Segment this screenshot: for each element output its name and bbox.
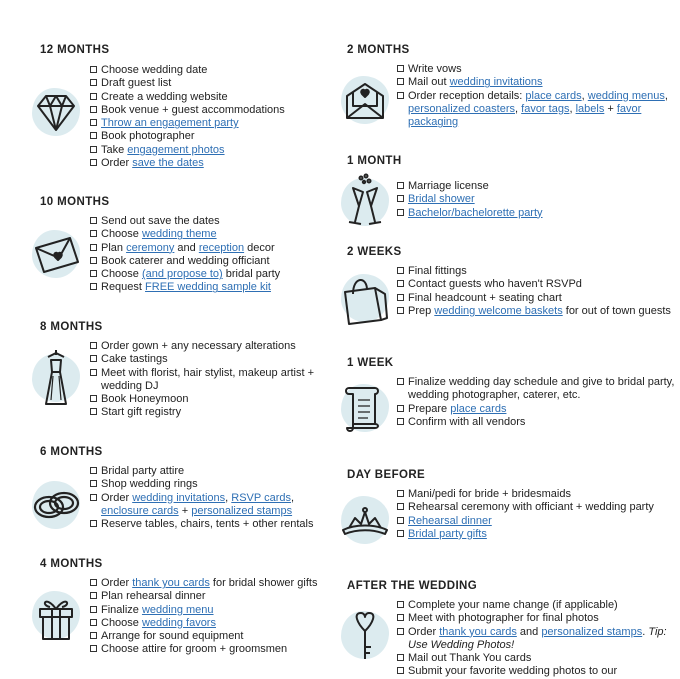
checklist-item <box>397 612 677 625</box>
checkbox[interactable] <box>397 601 404 608</box>
item-link[interactable]: Bachelor/bachelorette party <box>408 206 543 219</box>
checkbox[interactable] <box>397 307 404 314</box>
item-link[interactable]: labels <box>575 102 605 115</box>
checkbox[interactable] <box>90 606 97 613</box>
checkbox[interactable] <box>90 494 97 501</box>
checkbox[interactable] <box>90 66 97 73</box>
checkbox[interactable] <box>90 408 97 415</box>
checkbox[interactable] <box>397 517 404 524</box>
item-text: Marriage license <box>408 180 489 192</box>
checklist-item <box>397 403 677 416</box>
item-text: Request <box>101 281 146 294</box>
checkbox[interactable] <box>90 132 97 139</box>
checklist-item <box>397 305 677 318</box>
item-text: Cake tastings <box>101 353 168 366</box>
checklist <box>397 265 677 318</box>
item-text: Arrange for sound equipment <box>101 630 244 643</box>
item-text: Take <box>101 143 128 156</box>
shopping-bag-icon <box>335 268 395 328</box>
item-text: and <box>174 241 199 254</box>
checkbox[interactable] <box>90 159 97 166</box>
checklist-item <box>397 63 677 76</box>
item-text: Order <box>101 157 133 170</box>
item-link[interactable]: ceremony <box>126 241 175 254</box>
checklist-item <box>397 501 677 514</box>
item-text: Reserve tables, chairs, tents + other rentals <box>101 518 314 531</box>
item-text: Choose attire for groom + groomsmen <box>101 643 288 656</box>
item-link[interactable]: personalized coasters <box>408 102 516 115</box>
item-link[interactable]: personalized stamps <box>541 625 643 638</box>
checklist-item <box>397 652 677 665</box>
item-text: , <box>515 102 522 115</box>
checklist-item <box>90 77 330 90</box>
item-text: Choose <box>101 616 142 629</box>
checkbox[interactable] <box>397 628 404 635</box>
checklist <box>90 215 330 295</box>
item-text: for bridal shower gifts <box>209 577 318 589</box>
checklist-item <box>90 478 330 491</box>
section-heading: 1 MONTH <box>347 155 402 167</box>
item-link[interactable]: wedding invitations <box>449 76 543 89</box>
item-text: Order reception details: <box>408 89 526 102</box>
checklist-item <box>397 665 677 678</box>
checkbox[interactable] <box>90 480 97 487</box>
checklist-item <box>90 518 330 531</box>
checklist-item <box>90 353 330 366</box>
item-text: Rehearsal ceremony with officiant + wedding party <box>408 501 654 514</box>
heart-envelope-icon <box>335 70 395 130</box>
checklist-item <box>397 90 677 130</box>
checklist-item <box>397 528 677 541</box>
checklist-item <box>90 630 330 643</box>
checkbox[interactable] <box>90 395 97 402</box>
item-text: Bridal party attire <box>101 465 185 477</box>
checkbox[interactable] <box>397 65 404 72</box>
item-text: , <box>581 89 588 102</box>
item-text: Mail out <box>408 76 450 89</box>
item-link[interactable]: wedding welcome baskets <box>434 304 563 317</box>
checklist-item <box>90 406 330 419</box>
item-text: + <box>178 504 192 517</box>
checklist-item <box>90 215 330 228</box>
item-text: Confirm with all vendors <box>408 415 526 428</box>
item-text: Plan <box>101 241 127 254</box>
checkbox[interactable] <box>397 654 404 661</box>
item-text: Prep <box>408 304 435 317</box>
checkbox[interactable] <box>397 405 404 412</box>
checklist <box>90 577 330 657</box>
envelope-icon <box>26 224 86 284</box>
section-heading: 8 MONTHS <box>40 321 103 333</box>
item-link[interactable]: place cards <box>450 402 507 415</box>
item-link[interactable]: wedding theme <box>141 228 217 241</box>
checkbox[interactable] <box>90 342 97 349</box>
checkbox[interactable] <box>90 520 97 527</box>
checkbox[interactable] <box>397 182 404 189</box>
item-text: Mail out Thank You cards <box>408 652 532 665</box>
checkbox[interactable] <box>90 619 97 626</box>
checkbox[interactable] <box>90 230 97 237</box>
section-heading: DAY BEFORE <box>347 469 426 481</box>
section-heading: 4 MONTHS <box>40 558 103 570</box>
checkbox[interactable] <box>90 79 97 86</box>
checklist-item <box>90 228 330 241</box>
checklist-item <box>90 492 330 519</box>
item-link[interactable]: RSVP cards <box>231 491 291 504</box>
item-text: Book caterer and wedding officiant <box>101 254 270 267</box>
checklist-item <box>397 292 677 305</box>
checkbox[interactable] <box>90 467 97 474</box>
checklist-item <box>90 340 330 353</box>
item-text: Book photographer <box>101 130 195 143</box>
section-heading: 6 MONTHS <box>40 446 103 458</box>
checklist-item <box>397 626 677 653</box>
section-heading: 1 WEEK <box>347 357 394 369</box>
checkbox[interactable] <box>90 355 97 362</box>
section-heading: 2 MONTHS <box>347 44 410 56</box>
checkbox[interactable] <box>397 280 404 287</box>
item-text: Choose <box>101 268 142 281</box>
item-text: decor <box>244 241 275 254</box>
checklist <box>397 180 677 220</box>
checklist <box>90 340 330 420</box>
item-link[interactable]: personalized stamps <box>191 504 293 517</box>
item-link[interactable]: save the dates <box>132 157 204 170</box>
checkbox[interactable] <box>397 209 404 216</box>
checkbox[interactable] <box>397 378 404 385</box>
item-text: and <box>516 625 542 638</box>
item-link[interactable]: Rehearsal dinner <box>408 514 492 527</box>
section-heading: AFTER THE WEDDING <box>347 580 478 592</box>
item-text: Finalize wedding day schedule and give to bridal party, wedding photographer, caterer, etc. <box>408 376 675 402</box>
item-link[interactable]: FREE wedding sample kit <box>145 281 271 294</box>
rings-icon <box>26 475 86 535</box>
checkbox[interactable] <box>90 283 97 290</box>
item-text: Book Honeymoon <box>101 393 189 406</box>
item-text: Order <box>101 577 133 589</box>
item-text: bridal party <box>222 268 281 281</box>
gift-icon <box>26 585 86 645</box>
checklist-item <box>90 64 330 77</box>
section-heading: 12 MONTHS <box>40 44 110 56</box>
item-link[interactable]: wedding favors <box>141 616 216 629</box>
checklist-item <box>397 76 677 89</box>
scroll-icon <box>335 378 395 438</box>
checklist-item <box>90 130 330 143</box>
item-text: Submit your favorite wedding photos to our <box>408 665 618 678</box>
checklist-item <box>397 193 677 206</box>
checklist-item <box>397 488 677 501</box>
dress-icon <box>26 348 86 408</box>
checklist-item <box>90 157 330 170</box>
item-text: Draft guest list <box>101 77 172 90</box>
checkbox[interactable] <box>90 146 97 153</box>
item-text: for out of town guests <box>562 304 671 317</box>
checkbox[interactable] <box>397 92 404 99</box>
item-text: Finalize <box>101 603 142 616</box>
item-text: Order <box>101 491 133 504</box>
checkbox[interactable] <box>90 93 97 100</box>
item-text: Final fittings <box>408 265 467 277</box>
item-text: Send out save the dates <box>101 215 220 227</box>
item-link[interactable]: wedding menu <box>141 603 214 616</box>
checklist-item <box>397 180 677 193</box>
checklist <box>90 64 330 170</box>
checklist-item <box>90 604 330 617</box>
item-text: Order <box>408 625 440 638</box>
item-text: , <box>569 102 576 115</box>
checkbox[interactable] <box>397 667 404 674</box>
checkbox[interactable] <box>90 369 97 376</box>
checkbox[interactable] <box>397 614 404 621</box>
item-link[interactable]: Throw an engagement party <box>101 117 239 130</box>
checklist-item <box>90 617 330 630</box>
checkbox[interactable] <box>397 503 404 510</box>
item-link[interactable]: reception <box>198 241 245 254</box>
checklist <box>397 376 677 429</box>
item-text: Shop wedding rings <box>101 478 198 491</box>
item-text: , <box>664 89 668 102</box>
checkbox[interactable] <box>90 106 97 113</box>
section-heading: 2 WEEKS <box>347 246 402 258</box>
checkbox[interactable] <box>397 195 404 202</box>
checklist-item <box>90 465 330 478</box>
item-link[interactable]: thank you cards <box>132 577 210 589</box>
checkbox[interactable] <box>90 645 97 652</box>
checkbox[interactable] <box>397 490 404 497</box>
item-text: Book venue + guest accommodations <box>101 103 285 116</box>
item-text: Order gown + any necessary alterations <box>101 340 296 352</box>
checklist-item <box>90 242 330 255</box>
checkbox[interactable] <box>397 530 404 537</box>
item-link[interactable]: favor packaging <box>408 102 642 129</box>
checklist-item <box>397 278 677 291</box>
checkbox[interactable] <box>90 579 97 586</box>
heart-key-icon <box>335 605 395 665</box>
item-link[interactable]: (and propose to) <box>141 268 223 281</box>
checklist-item <box>90 117 330 130</box>
item-text: . <box>642 625 649 638</box>
checklist-item <box>90 144 330 157</box>
section-heading: 10 MONTHS <box>40 196 110 208</box>
checklist <box>397 63 677 129</box>
item-text: Choose <box>101 228 142 241</box>
item-link[interactable]: wedding invitations <box>132 491 226 504</box>
item-link[interactable]: thank you cards <box>439 625 517 638</box>
checklist-item <box>90 393 330 406</box>
checkbox[interactable] <box>90 632 97 639</box>
item-text: Final headcount + seating chart <box>408 291 562 304</box>
item-text: Write vows <box>408 63 462 75</box>
item-text: Start gift registry <box>101 406 182 419</box>
item-link[interactable]: place cards <box>525 89 582 102</box>
checkbox[interactable] <box>90 217 97 224</box>
checkbox[interactable] <box>90 244 97 251</box>
item-text: Contact guests who haven't RSVPd <box>408 278 582 291</box>
item-text: Choose wedding date <box>101 64 208 76</box>
checklist-item <box>90 255 330 268</box>
checklist-item <box>397 265 677 278</box>
item-link[interactable]: favor tags <box>521 102 570 115</box>
item-link[interactable]: wedding menus <box>587 89 665 102</box>
item-text: Complete your name change (if applicable) <box>408 599 618 611</box>
checklist-item <box>397 207 677 220</box>
item-text: Plan rehearsal dinner <box>101 590 206 603</box>
checkbox[interactable] <box>90 119 97 126</box>
checklist-item <box>90 590 330 603</box>
checkbox[interactable] <box>90 257 97 264</box>
item-link[interactable]: enclosure cards <box>101 504 179 517</box>
checklist-item <box>397 376 677 403</box>
tip-text: Tip: Use Wedding Photos! <box>408 625 667 651</box>
checkbox[interactable] <box>90 270 97 277</box>
checkbox[interactable] <box>397 267 404 274</box>
tiara-icon <box>335 490 395 550</box>
item-text: Mani/pedi for bride + bridesmaids <box>408 488 571 500</box>
checklist-item <box>90 367 330 394</box>
item-link[interactable]: Bridal shower <box>408 193 475 206</box>
item-text: Meet with photographer for final photos <box>408 612 599 625</box>
checklist-item <box>397 515 677 528</box>
checklist <box>397 488 677 541</box>
checklist-item <box>90 268 330 281</box>
diamond-icon <box>26 82 86 142</box>
item-text: + <box>604 102 617 115</box>
checkbox[interactable] <box>397 418 404 425</box>
item-link[interactable]: Bridal party gifts <box>408 527 487 540</box>
checkbox[interactable] <box>90 592 97 599</box>
checklist-item <box>90 577 330 590</box>
champagne-icon <box>335 172 395 232</box>
checklist-item <box>397 416 677 429</box>
item-link[interactable]: engagement photos <box>127 143 225 156</box>
checklist <box>397 599 677 679</box>
checklist-item <box>397 599 677 612</box>
item-text: , <box>290 491 295 504</box>
checkbox[interactable] <box>397 78 404 85</box>
checklist-item <box>90 91 330 104</box>
checklist <box>90 465 330 531</box>
checklist-item <box>90 643 330 656</box>
item-text: Prepare <box>408 402 451 415</box>
item-text: Meet with florist, hair stylist, makeup artist + wedding DJ <box>101 366 315 392</box>
item-text: , <box>225 491 232 504</box>
checklist-item <box>90 104 330 117</box>
checkbox[interactable] <box>397 294 404 301</box>
checklist-item <box>90 281 330 294</box>
item-text: Create a wedding website <box>101 90 228 103</box>
